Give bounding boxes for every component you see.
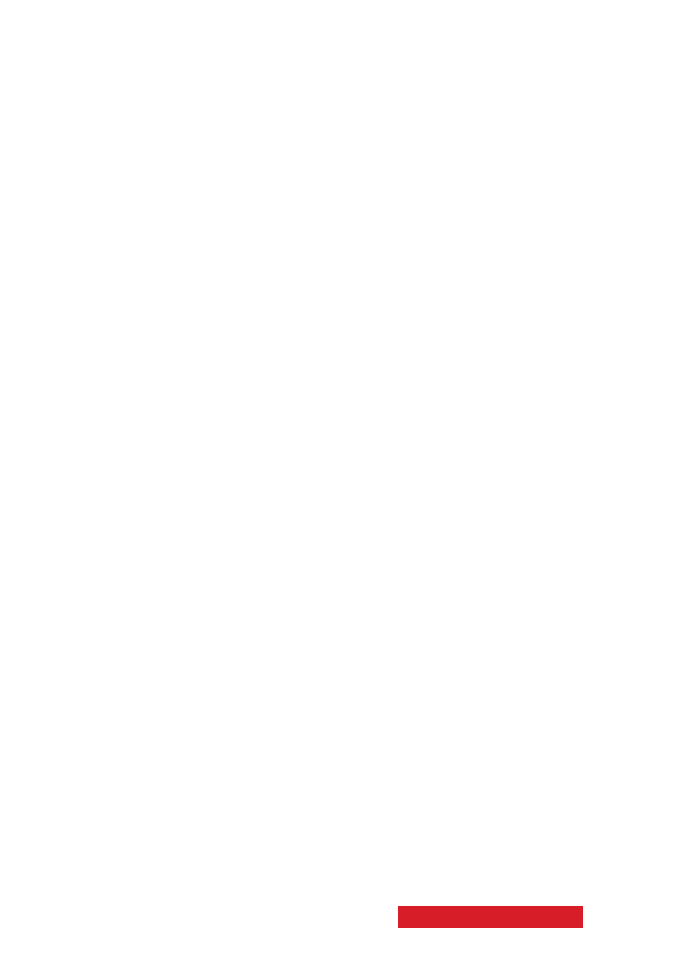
limited-quantity-banner	[398, 906, 583, 928]
